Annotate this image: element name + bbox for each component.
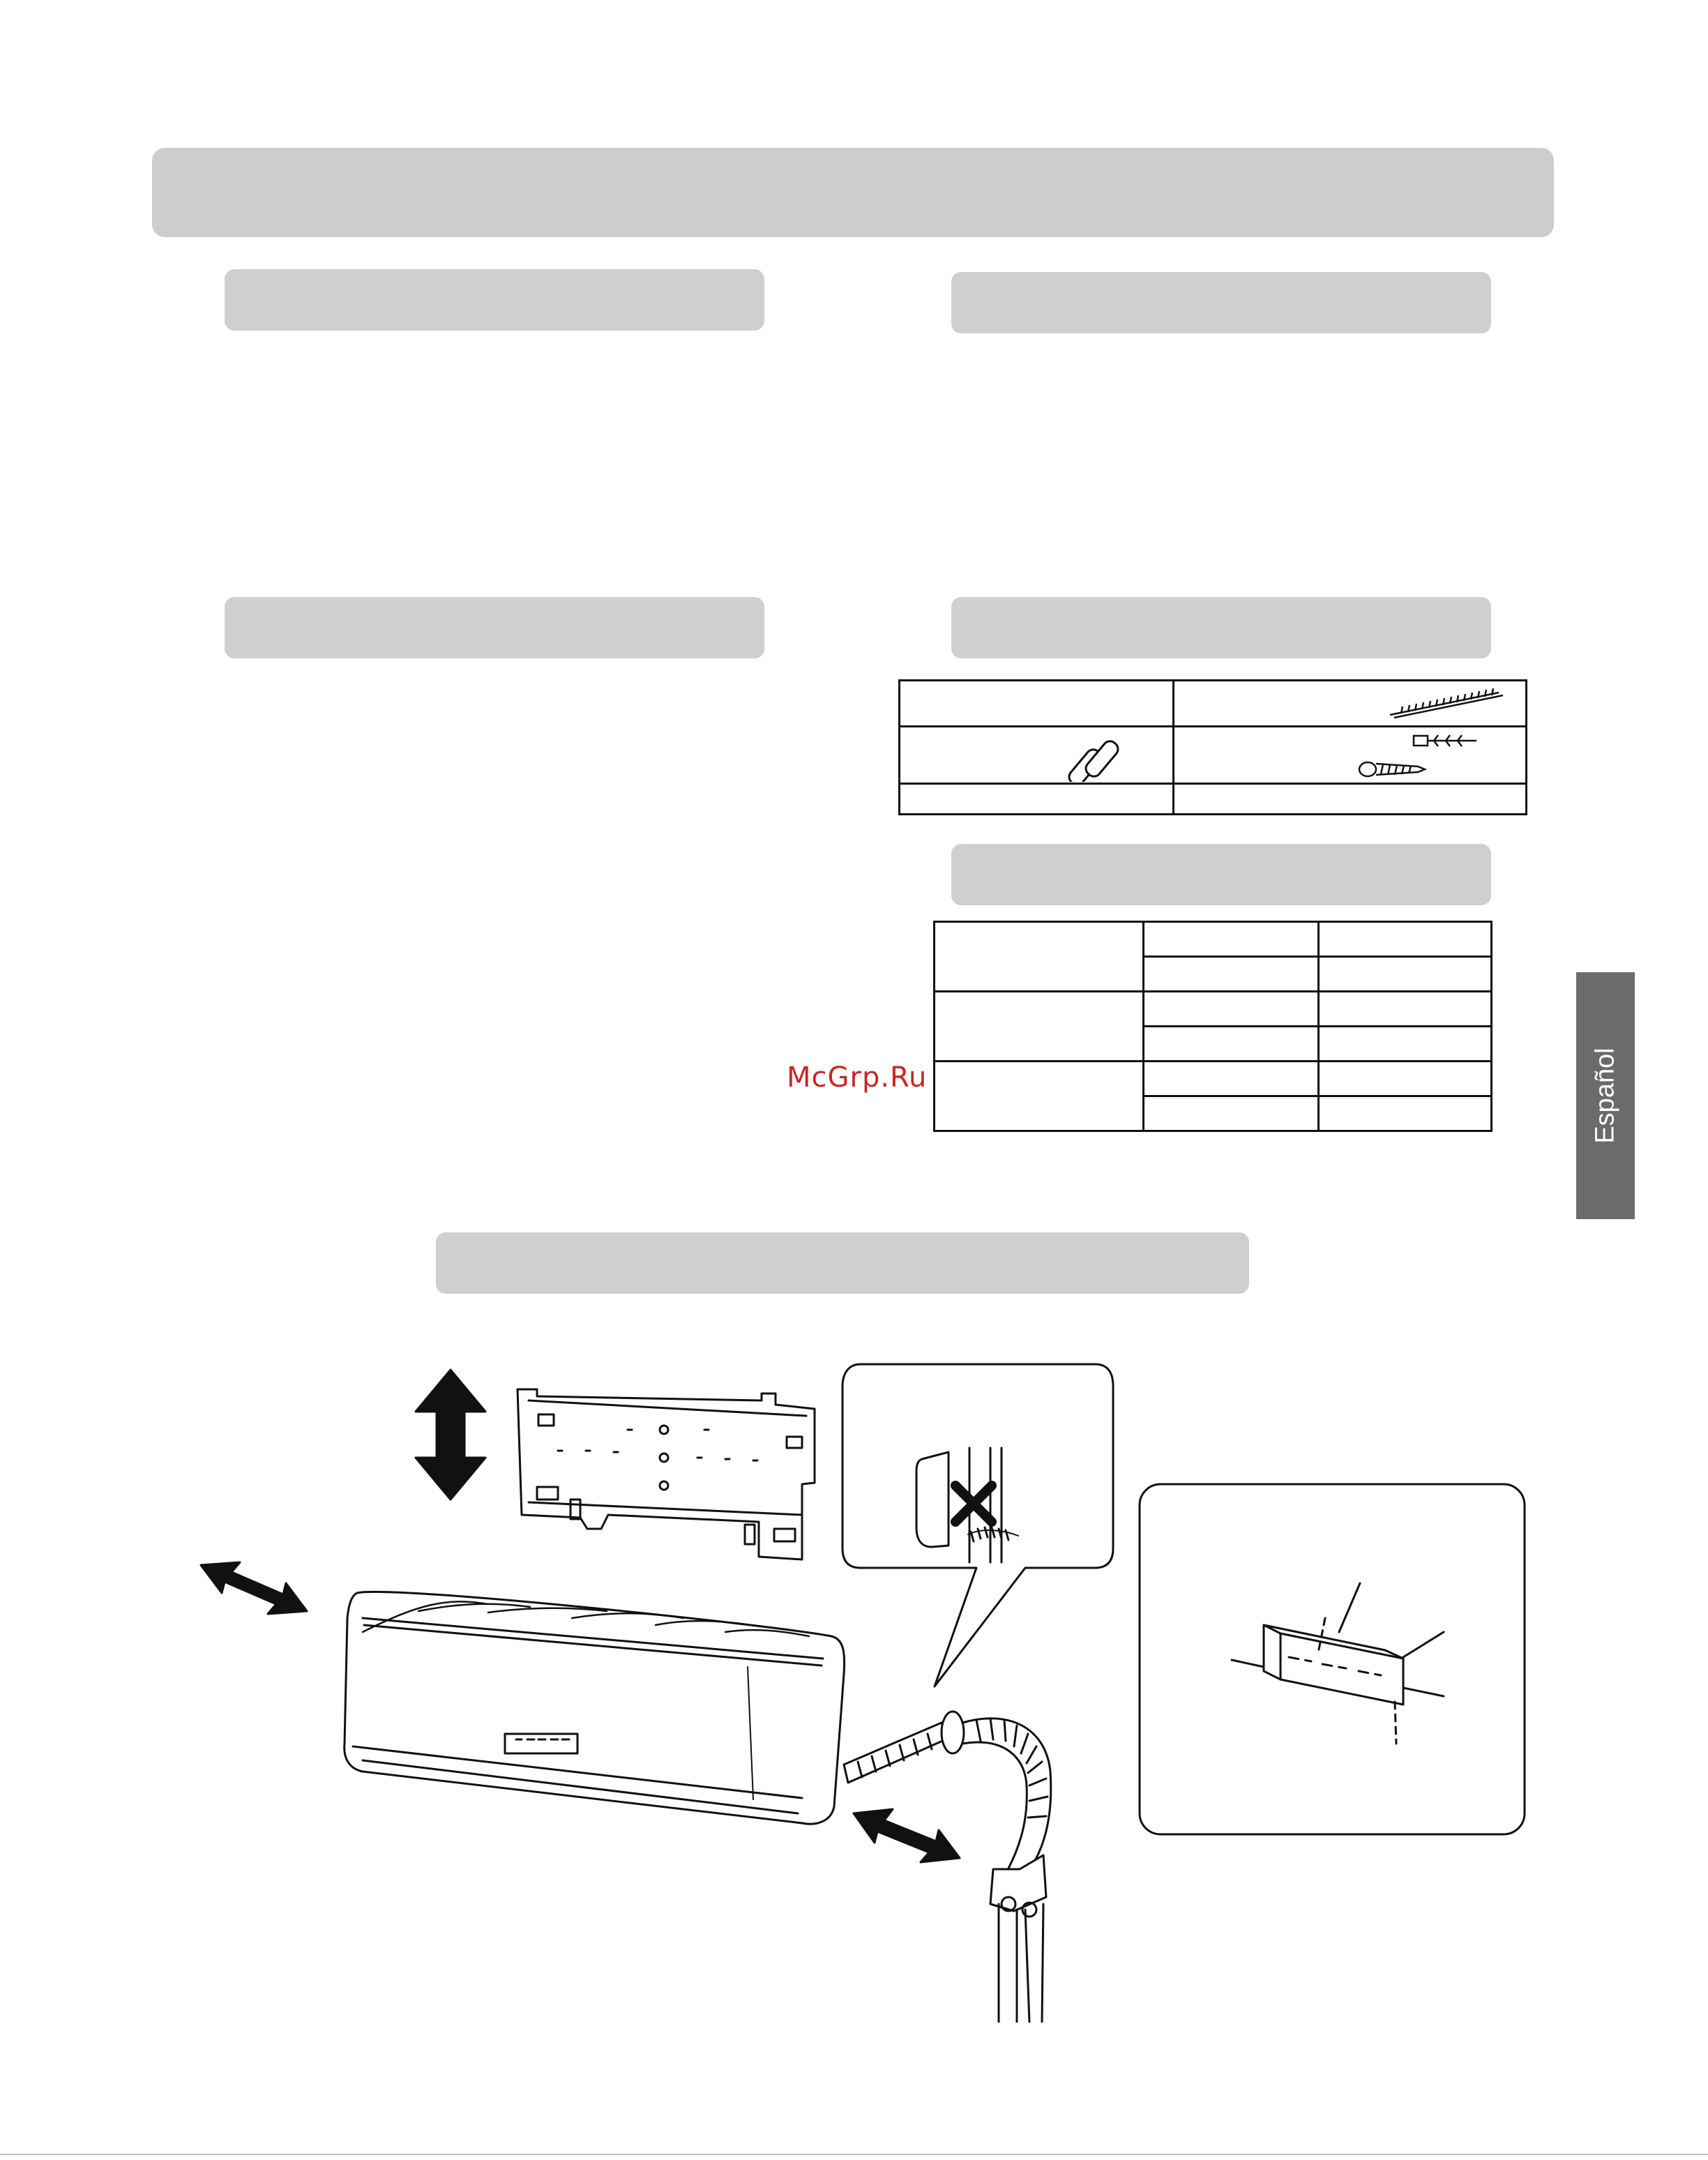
spec-cell: [1144, 992, 1319, 1027]
spec-cell: [1319, 1096, 1492, 1131]
footer-line: [0, 2154, 1708, 2155]
spec-row-header: [935, 1062, 1144, 1131]
accessory-cell: [1174, 784, 1527, 815]
indoor-unit: [345, 1592, 845, 1824]
spec-cell: [1319, 992, 1492, 1027]
section-bar-accessories: [951, 597, 1491, 658]
specifications-table: [933, 921, 1492, 1132]
accessory-cell-drain-hose: [1174, 681, 1527, 727]
drain-hose-icon: [1387, 687, 1506, 719]
spec-cell: [1319, 1027, 1492, 1062]
spec-cell: [1144, 1096, 1319, 1131]
accessories-table: [898, 679, 1527, 815]
accessory-cell-screws: [1174, 727, 1527, 784]
spec-cell: [1144, 922, 1319, 957]
accessory-cell-batteries: [900, 727, 1174, 784]
batteries-icon: [1068, 732, 1131, 782]
spec-cell: [1319, 957, 1492, 992]
installation-diagram: [0, 1325, 1708, 2023]
section-bar-installation: [436, 1232, 1249, 1294]
section-bar-specs: [951, 844, 1491, 905]
main-title-bar: [152, 148, 1554, 237]
screw-and-anchor-icon: [1358, 732, 1490, 782]
language-tab[interactable]: [1576, 972, 1635, 1219]
accessory-cell: [900, 784, 1174, 815]
section-bar-top-right: [951, 272, 1491, 333]
callout-bubble: [842, 1364, 1113, 1686]
spec-cell: [1144, 1062, 1319, 1096]
spec-cell: [1144, 1027, 1319, 1062]
up-down-arrow-icon: [416, 1370, 485, 1500]
language-tab-label: Español: [1590, 1048, 1620, 1144]
double-arrow-icon: [201, 1562, 307, 1614]
drain-detail-box: [1140, 1484, 1525, 1834]
spec-cell: [1319, 1062, 1492, 1096]
spec-cell: [1144, 957, 1319, 992]
section-bar-mid-left: [225, 597, 764, 658]
mounting-plate: [517, 1389, 815, 1559]
pipe-bundle: [844, 1712, 1051, 2023]
spec-row-header: [935, 922, 1144, 992]
accessory-cell: [900, 681, 1174, 727]
double-arrow-icon-bottom: [854, 1809, 960, 1862]
spec-cell: [1319, 922, 1492, 957]
watermark: McGrp.Ru: [787, 1062, 928, 1094]
spec-row-header: [935, 992, 1144, 1062]
section-bar-top-left: [225, 269, 764, 331]
